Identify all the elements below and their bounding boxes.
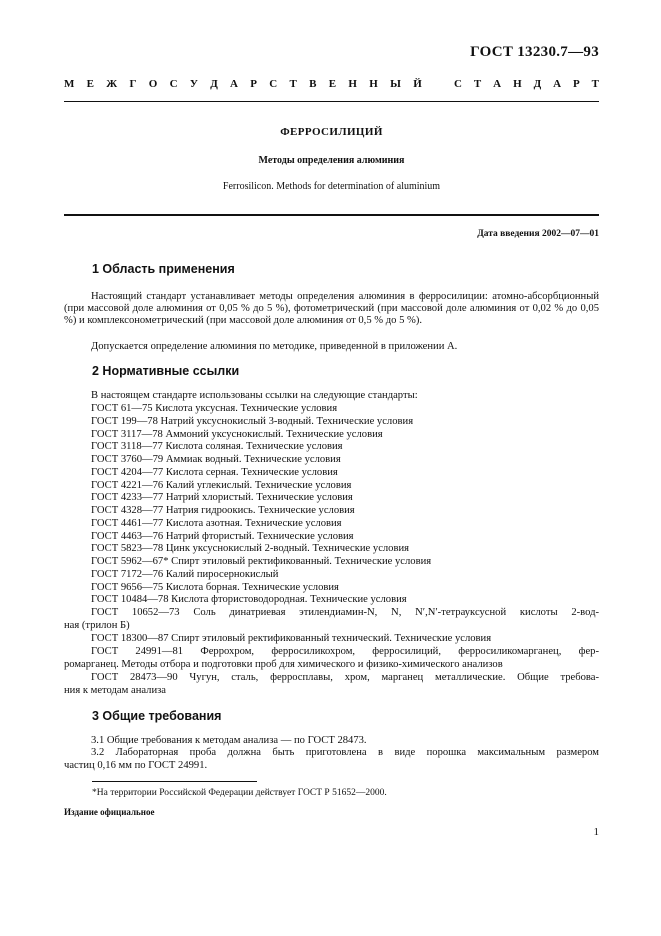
interstate_right-letter: С <box>454 78 462 90</box>
section-2-heading: 2 Нормативные ссылки <box>92 364 240 378</box>
reference-item: ГОСТ 4233—77 Натрий хлористый. Технические условия <box>91 492 353 504</box>
reference-item: ГОСТ 4221—76 Калий углекислый. Технические условия <box>91 479 352 491</box>
ref-24991-line1: ГОСТ 24991—81 Феррохром, ферросиликохром, ферросилиций, ферросиликомарганец, фер- <box>91 646 599 657</box>
header-rule <box>64 101 599 102</box>
interstate_right-letter: А <box>553 78 562 90</box>
reference-item: ГОСТ 7172—76 Калий пиросернокислый <box>91 568 279 580</box>
references-list <box>64 403 599 607</box>
interstate_right-letter: Т <box>591 78 599 90</box>
interstate_left-letter: Е <box>328 78 337 90</box>
interstate_left-letter: Й <box>413 78 422 90</box>
interstate_left-letter: В <box>309 78 317 90</box>
interstate_left-letter: У <box>189 78 198 90</box>
interstate_left-letter: Т <box>289 78 297 90</box>
ref-28473-line1: ГОСТ 28473—90 Чугун, сталь, ферросплавы, хром, марганец металлические. Общие требова- <box>91 672 599 683</box>
section-1-paragraph-2: Допускается определение алюминия по методике, приведенной в приложении А. <box>91 341 458 352</box>
ref-10652-line2: ная (трилон Б) <box>64 620 130 631</box>
interstate_right-letter: Т <box>473 78 482 90</box>
interstate-standard-banner <box>64 78 599 90</box>
section-1-paragraph: Настоящий стандарт устанавливает методы определения алюминия в ферросилиции: атомно-абсорбционный (при массовой доле алюминия от 0,05 % до 5 %), фотометрический (при массовой доле алюминия от 0,02 % до 0,05 %) и комплексонометрический (при массовой доле алюминия от 0,5 % до 5 %). <box>64 291 599 326</box>
section-3-heading: 3 Общие требования <box>92 709 222 723</box>
ref-18300: ГОСТ 18300—87 Спирт этиловый ректификованный технический. Технические условия <box>91 633 492 644</box>
reference-item: ГОСТ 4328—77 Натрия гидроокись. Технические условия <box>91 505 355 516</box>
reference-item: ГОСТ 3118—77 Кислота соляная. Технические условия <box>91 441 343 453</box>
ref-10652-line1: ГОСТ 10652—73 Соль динатриевая этилендиамин-N, N, N′,N′-тетрауксусной кислоты 2-вод- <box>91 607 599 618</box>
reference-item: ГОСТ 9656—75 Кислота борная. Технические условия <box>91 581 339 593</box>
interstate_left-letter: М <box>64 78 75 90</box>
reference-item: ГОСТ 5962—67* Спирт этиловый ректификованный. Технические условия <box>91 556 432 567</box>
section-2-intro: В настоящем стандарте использованы ссылки на следующие стандарты: <box>91 390 418 401</box>
interstate_left-letter: Е <box>86 78 95 90</box>
interstate_left-letter: Н <box>348 78 357 90</box>
reference-item: ГОСТ 4463—76 Натрий фтористый. Технические условия <box>91 530 354 542</box>
banner-left <box>64 78 422 90</box>
reference-item: ГОСТ 4461—77 Кислота азотная. Технические условия <box>91 517 342 529</box>
section-3-2-line2: частиц 0,16 мм по ГОСТ 24991. <box>64 760 208 771</box>
reference-item: ГОСТ 61—75 Кислота уксусная. Технические условия <box>91 403 338 414</box>
reference-item: ГОСТ 199—78 Натрий уксуснокислый 3-водный. Технические условия <box>91 415 414 427</box>
interstate_right-letter: Р <box>572 78 580 90</box>
reference-item: ГОСТ 4204—77 Кислота серная. Технические условия <box>91 466 338 478</box>
footnote: *На территории Российской Федерации действует ГОСТ Р 51652—2000. <box>92 788 387 798</box>
reference-item: ГОСТ 3117—78 Аммоний уксуснокислый. Технические условия <box>91 428 383 440</box>
interstate_right-letter: А <box>493 78 502 90</box>
page-number: 1 <box>593 826 599 838</box>
section-1-heading: 1 Область применения <box>92 262 235 276</box>
gost-number: ГОСТ 13230.7—93 <box>470 44 599 60</box>
reference-item: ГОСТ 3760—79 Аммиак водный. Технические условия <box>91 454 341 465</box>
interstate_left-letter: О <box>148 78 158 90</box>
ref-28473-line2: ния к методам анализа <box>64 685 166 696</box>
footnote-rule <box>92 781 257 782</box>
introduction-date: Дата введения 2002—07—01 <box>477 229 599 239</box>
interstate_left-letter: Ж <box>106 78 118 90</box>
interstate_left-letter: Р <box>250 78 258 90</box>
interstate_left-letter: Г <box>129 78 137 90</box>
interstate_right-letter: Д <box>533 78 542 90</box>
title-rule <box>64 214 599 216</box>
reference-item: ГОСТ 5823—78 Цинк уксуснокислый 2-водный. Технические условия <box>91 543 410 555</box>
interstate_left-letter: С <box>269 78 278 90</box>
interstate_left-letter: Ы <box>390 78 401 90</box>
english-title: Ferrosilicon. Methods for determination of aluminium <box>222 181 441 192</box>
document-title: ФЕРРОСИЛИЦИЙ <box>280 126 383 138</box>
interstate_left-letter: С <box>169 78 178 90</box>
ref-24991-line2: ромарганец. Методы отбора и подготовки проб для химического и физико-химического анализов <box>64 659 503 670</box>
official-edition: Издание официальное <box>64 807 155 817</box>
banner-right <box>454 78 599 90</box>
interstate_left-letter: А <box>230 78 238 90</box>
section-3-2-line1: 3.2 Лабораторная проба должна быть приготовлена в виде порошка максимальным размером <box>91 747 599 758</box>
reference-item: ГОСТ 10484—78 Кислота фтористоводородная. Технические условия <box>91 594 407 606</box>
interstate_left-letter: Д <box>210 78 218 90</box>
document-subtitle: Методы определения алюминия <box>258 155 405 166</box>
interstate_right-letter: Н <box>513 78 522 90</box>
section-3-1: 3.1 Общие требования к методам анализа — по ГОСТ 28473. <box>91 735 367 746</box>
interstate_left-letter: Н <box>369 78 378 90</box>
